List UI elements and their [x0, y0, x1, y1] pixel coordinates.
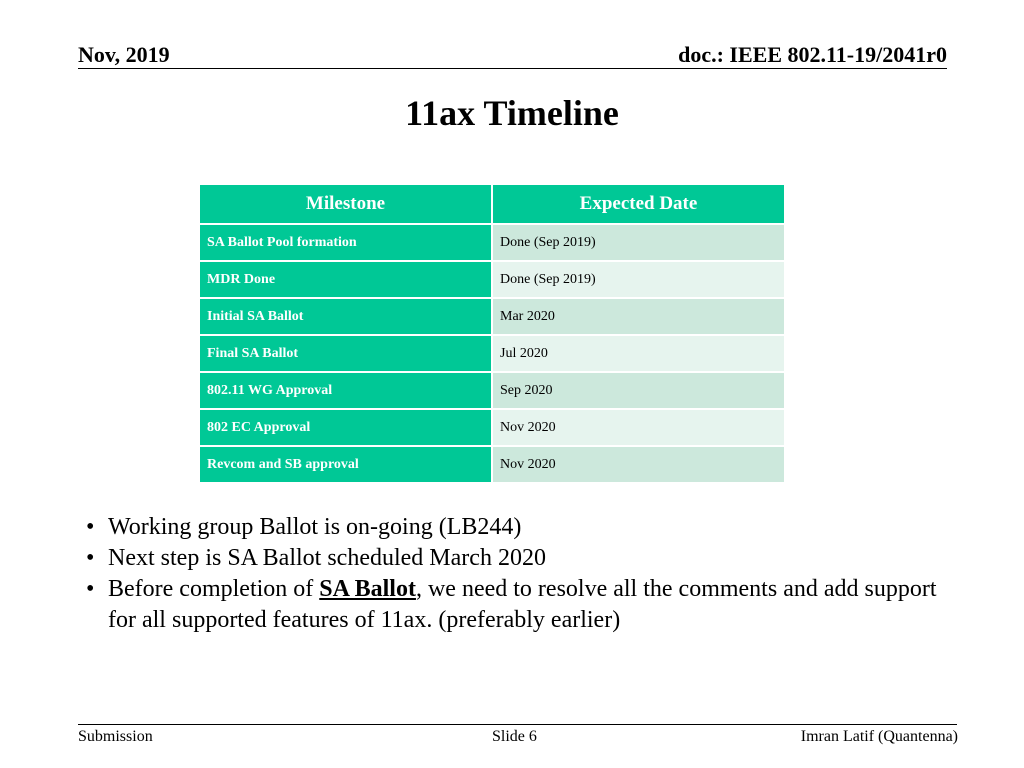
date-cell: Sep 2020 [492, 372, 785, 409]
date-cell: Nov 2020 [492, 446, 785, 483]
milestone-cell: Revcom and SB approval [199, 446, 492, 483]
bullet-text: Next step is SA Ballot scheduled March 2020 [108, 545, 546, 571]
header-divider [78, 68, 947, 69]
milestone-cell: 802 EC Approval [199, 409, 492, 446]
slide-title: 11ax Timeline [405, 93, 619, 133]
column-header-expected-date: Expected Date [492, 184, 785, 224]
date-cell: Done (Sep 2019) [492, 224, 785, 261]
bullet-text: Working group Ballot is on-going (LB244) [108, 514, 522, 540]
bullet-dot-icon: • [86, 545, 95, 571]
bullet-list [86, 512, 946, 636]
milestone-cell: Initial SA Ballot [199, 298, 492, 335]
bullet-item [86, 574, 946, 636]
header-date: Nov, 2019 [78, 42, 170, 67]
footer-divider [78, 724, 957, 725]
bullet-text-suffix: , we need to resolve all the comments and add support for all supported features of 11ax. (preferably earlier) [108, 576, 937, 633]
bullet-item [86, 543, 946, 574]
table-row [199, 372, 785, 409]
milestone-cell: MDR Done [199, 261, 492, 298]
table-row [199, 298, 785, 335]
bullet-text-prefix: Before completion of [108, 576, 320, 602]
table-header-row [199, 184, 785, 224]
slide-number: Slide 6 [492, 728, 537, 745]
milestone-cell: SA Ballot Pool formation [199, 224, 492, 261]
table-row [199, 446, 785, 483]
date-cell: Nov 2020 [492, 409, 785, 446]
bullet-item [86, 512, 946, 543]
milestone-cell: Final SA Ballot [199, 335, 492, 372]
column-header-milestone: Milestone [199, 184, 492, 224]
table-row [199, 261, 785, 298]
date-cell: Done (Sep 2019) [492, 261, 785, 298]
date-cell: Jul 2020 [492, 335, 785, 372]
footer-author: Imran Latif (Quantenna) [800, 728, 958, 745]
footer-submission: Submission [78, 728, 153, 745]
header-doc-id: doc.: IEEE 802.11-19/2041r0 [678, 42, 947, 67]
table-row [199, 224, 785, 261]
table-row [199, 409, 785, 446]
date-cell: Mar 2020 [492, 298, 785, 335]
bullet-dot-icon: • [86, 576, 95, 602]
milestone-table [198, 183, 786, 484]
milestone-cell: 802.11 WG Approval [199, 372, 492, 409]
table-row [199, 335, 785, 372]
sa-ballot-emphasis: SA Ballot [319, 576, 416, 602]
bullet-dot-icon: • [86, 514, 95, 540]
